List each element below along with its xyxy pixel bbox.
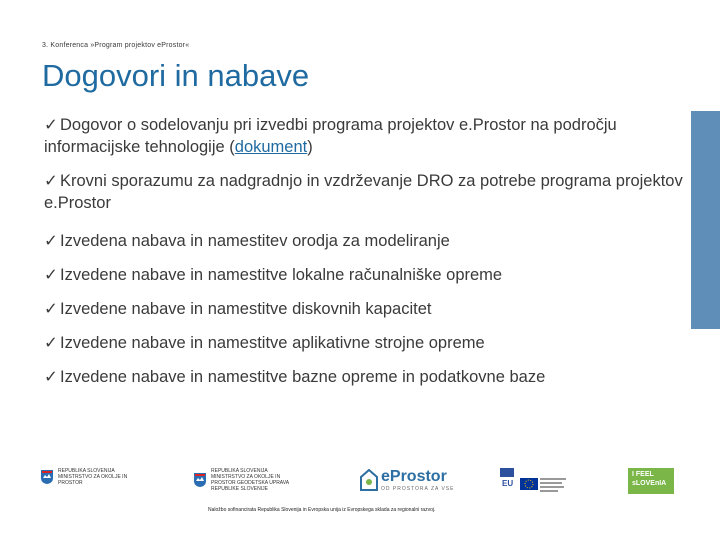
check-icon: ✓ — [44, 232, 58, 250]
slovenia-crest-icon — [193, 472, 207, 488]
bullet-item — [44, 298, 684, 332]
check-icon: ✓ — [44, 172, 58, 190]
page-title: Dogovori in nabave — [42, 58, 310, 93]
bullet-item — [44, 230, 684, 264]
bullet-text-after: ) — [307, 138, 313, 156]
ministry-logo-text: REPUBLIKA SLOVENIJA MINISTRSTVO ZA OKOLJE IN PROSTOR — [58, 468, 128, 486]
bullet-text: Krovni sporazumu za nadgradnjo in vzdrževanje DRO za potrebe programa projektov e.Prostor — [44, 172, 683, 212]
funding-footer: Naložbo sofinancirata Republika Slovenija in Evropska unija iz Evropskega sklada za regionalni razvoj. — [208, 507, 436, 513]
gurs-logo-text: REPUBLIKA SLOVENIJA MINISTRSTVO ZA OKOLJE IN PROSTOR GEODETSKA UPRAVA REPUBLIKE SLOVENIJE — [211, 468, 289, 492]
bullet-item — [44, 366, 684, 388]
bullet-text: Izvedene nabave in namestitve lokalne računalniške opreme — [60, 266, 503, 284]
gurs-logo — [193, 468, 291, 492]
side-accent-bar — [691, 111, 720, 329]
logo-strip — [0, 462, 720, 502]
eprostor-name: eProstor — [381, 468, 447, 485]
check-icon: ✓ — [44, 368, 58, 386]
bullet-list — [44, 114, 684, 388]
check-icon: ✓ — [44, 116, 58, 134]
conference-subtitle: 3. Konferenca »Program projektov eProstor« — [42, 42, 190, 49]
eprostor-logo — [360, 468, 454, 492]
check-icon: ✓ — [44, 334, 58, 352]
ministry-logo — [40, 468, 130, 486]
check-icon: ✓ — [44, 300, 58, 318]
bullet-text: Izvedene nabave in namestitve diskovnih kapacitet — [60, 300, 432, 318]
i-feel-slovenia-logo: I FEEL sLOVEnIA — [628, 468, 674, 494]
eu-fund-logo — [500, 468, 570, 499]
bullet-text: Izvedene nabave in namestitve bazne opreme in podatkovne baze — [60, 368, 546, 386]
svg-text:EU: EU — [502, 479, 514, 488]
check-icon: ✓ — [44, 266, 58, 284]
bullet-text-before: Dogovor o sodelovanju pri izvedbi programa projektov e.Prostor na področju informacijske tehnologije ( — [44, 116, 617, 156]
bullet-item — [44, 170, 684, 230]
bullet-item — [44, 114, 684, 170]
bullet-item — [44, 332, 684, 366]
slovenia-crest-icon — [40, 469, 54, 485]
bullet-text: Izvedene nabave in namestitve aplikativne strojne opreme — [60, 334, 485, 352]
document-link[interactable]: dokument — [234, 138, 308, 156]
eu-flag-icon — [500, 468, 570, 494]
eprostor-mark-icon — [360, 469, 378, 491]
bullet-text: Izvedena nabava in namestitev orodja za modeliranje — [60, 232, 450, 250]
eprostor-tagline: OD PROSTORA ZA VSE — [381, 486, 455, 492]
bullet-item — [44, 264, 684, 298]
